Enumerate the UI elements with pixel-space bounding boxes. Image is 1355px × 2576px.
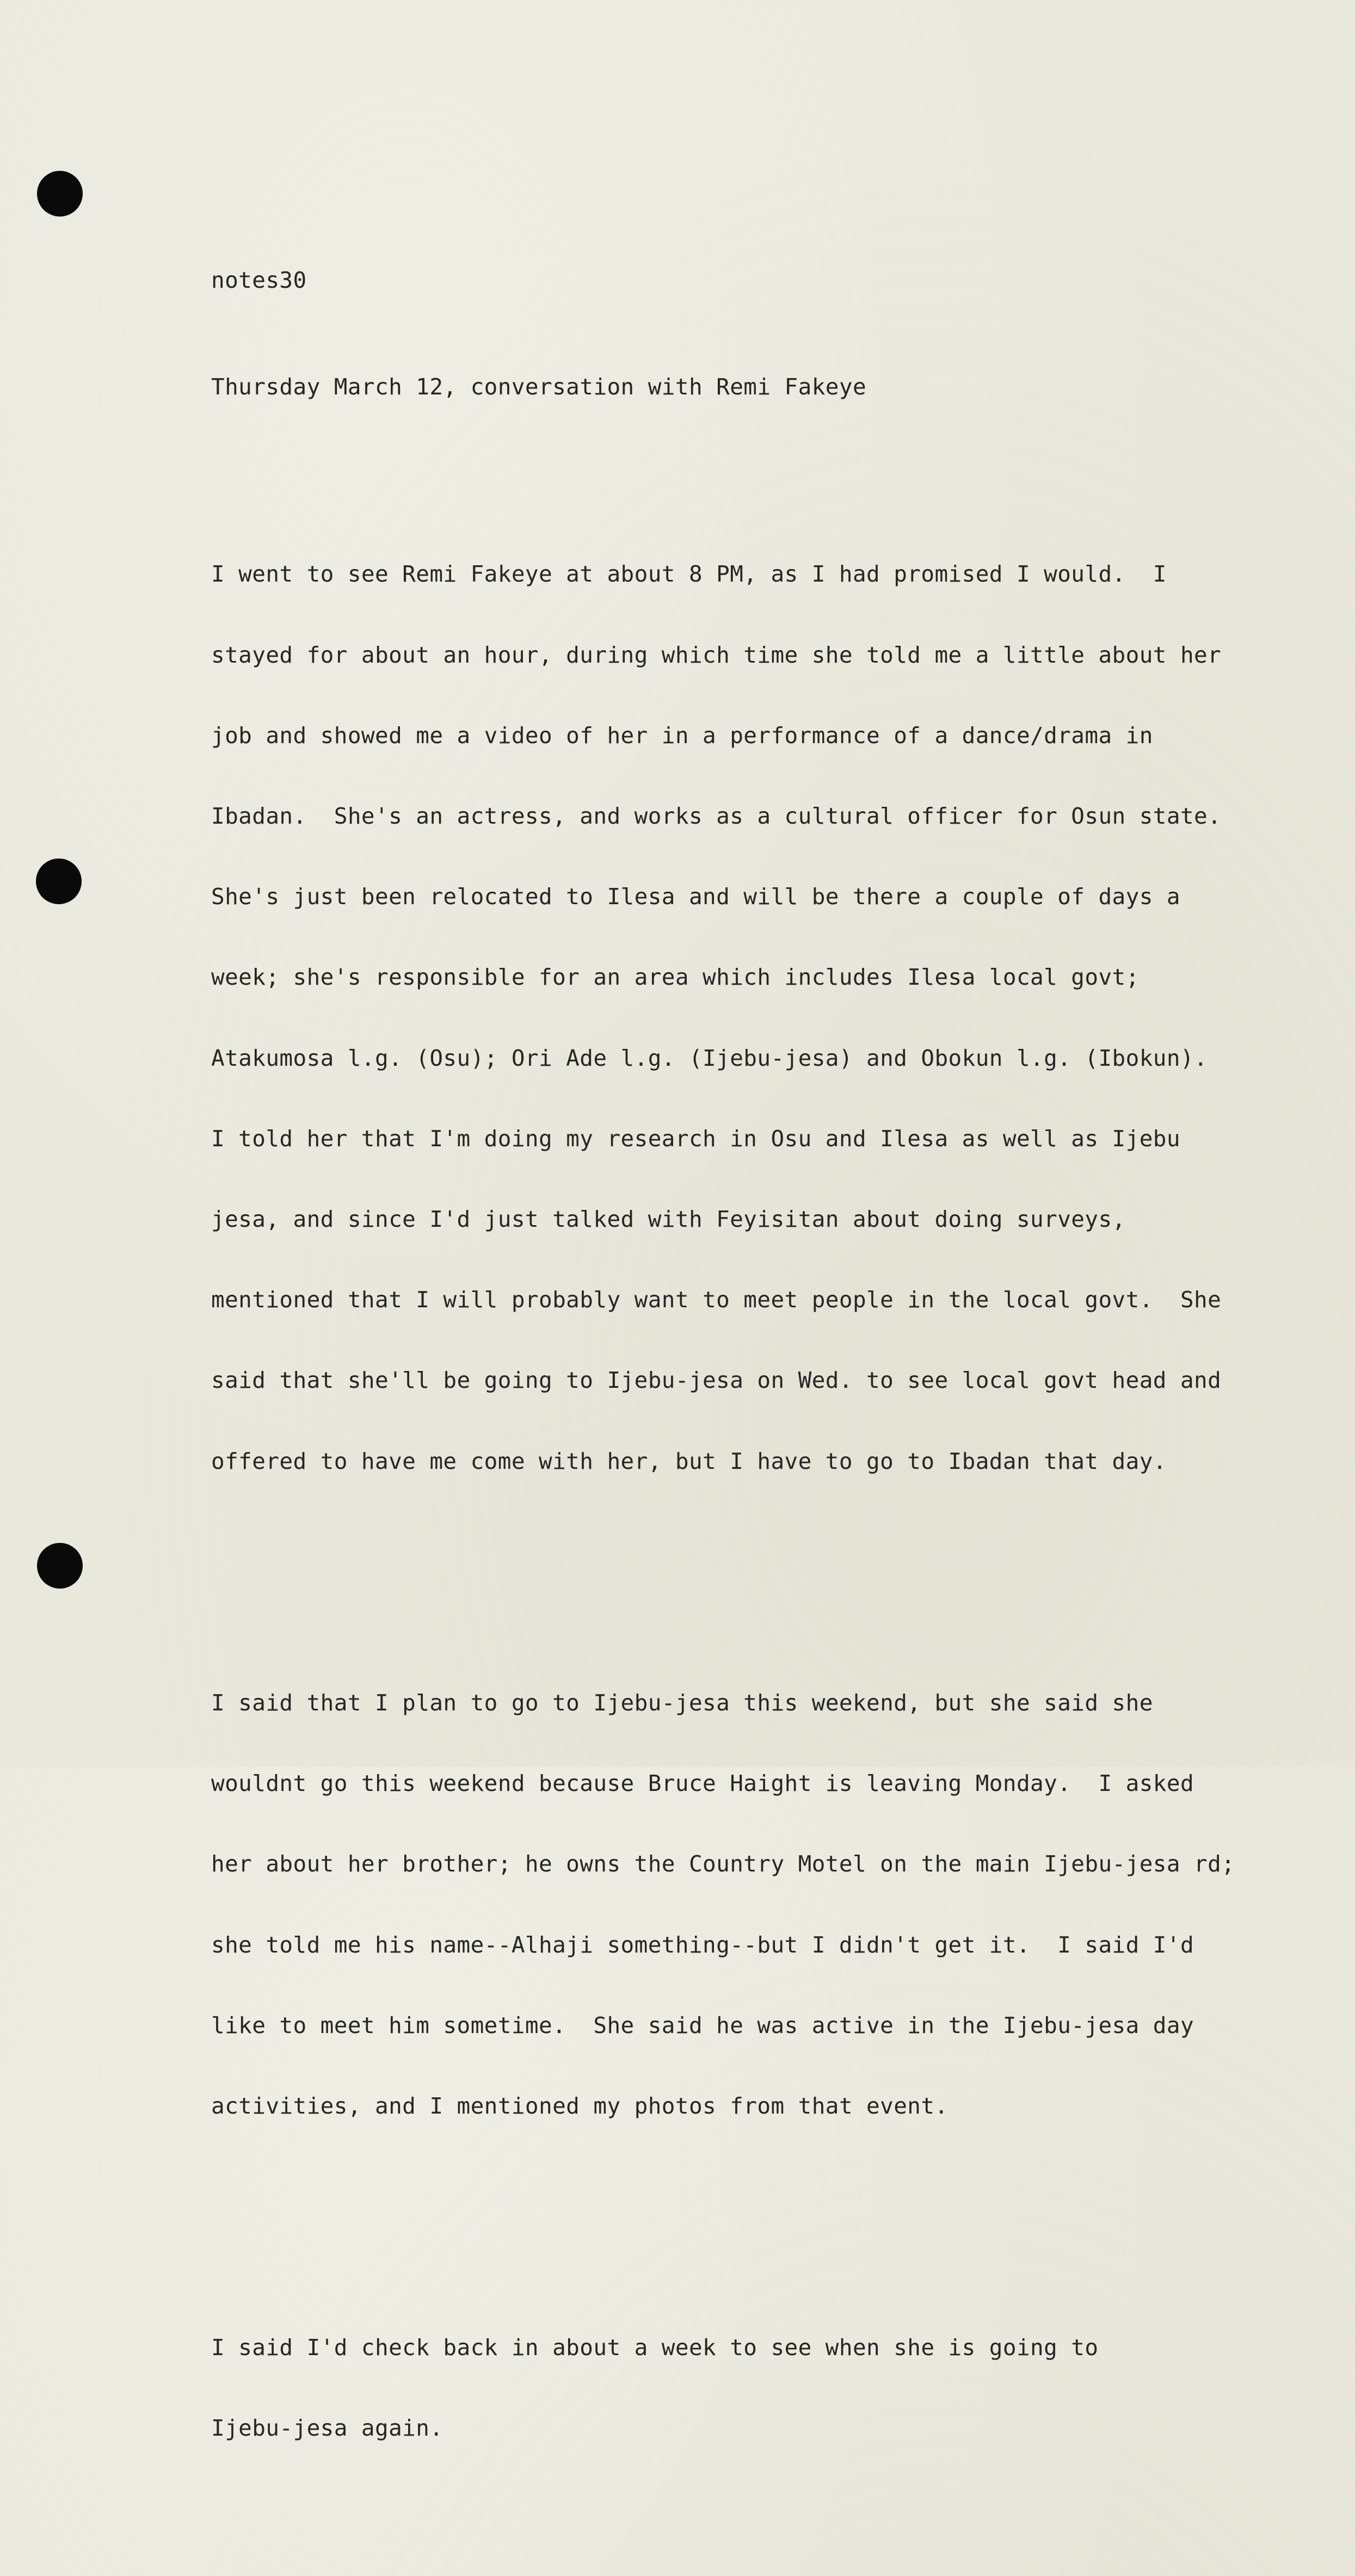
text-line: Ibadan. She's an actress, and works as a cultural officer for Osun state. [211, 803, 1222, 830]
text-line: stayed for about an hour, during which time she told me a little about her [211, 641, 1222, 668]
text-line: I said I'd check back in about a week to see when she is going to [211, 2334, 1099, 2361]
text-line: She's just been relocated to Ilesa and will be there a couple of days a [211, 884, 1180, 910]
document-heading: Thursday March 12, conversation with Remi Fakeye [211, 374, 867, 400]
text-line: Atakumosa l.g. (Osu); Ori Ade l.g. (Ijebu-jesa) and Obokun l.g. (Ibokun). [211, 1045, 1208, 1071]
text-line: her about her brother; he owns the Country Motel on the main Ijebu-jesa rd; [211, 1851, 1235, 1877]
text-line: said that she'll be going to Ijebu-jesa on Wed. to see local govt head and [211, 1367, 1222, 1394]
text-line: mentioned that I will probably want to meet people in the local govt. She [211, 1287, 1222, 1313]
text-line: wouldnt go this weekend because Bruce Haight is leaving Monday. I asked [211, 1770, 1194, 1797]
text-line: jesa, and since I'd just talked with Feyisitan about doing surveys, [211, 1206, 1126, 1233]
text-line: I went to see Remi Fakeye at about 8 PM, as I had promised I would. I [211, 561, 1167, 588]
text-line: job and showed me a video of her in a performance of a dance/drama in [211, 722, 1153, 749]
paragraph-3 [211, 2281, 1299, 2495]
paragraph-1 [211, 508, 1299, 1529]
text-line: she told me his name--Alhaji something--but I didn't get it. I said I'd [211, 1931, 1194, 1958]
punch-hole-middle [36, 858, 82, 904]
text-line: activities, and I mentioned my photos from that event. [211, 2092, 948, 2119]
punch-hole-top [37, 171, 83, 217]
text-line: Ijebu-jesa again. [211, 2415, 444, 2442]
text-line: I said that I plan to go to Ijebu-jesa this weekend, but she said she [211, 1689, 1153, 1716]
punch-hole-bottom [37, 1543, 83, 1589]
text-line: week; she's responsible for an area which includes Ilesa local govt; [211, 964, 1140, 991]
document-filename: notes30 [211, 267, 307, 293]
text-line: I told her that I'm doing my research in Osu and Ilesa as well as Ijebu [211, 1125, 1180, 1152]
typed-notes [211, 213, 1299, 2576]
text-line: offered to have me come with her, but I have to go to Ibadan that day. [211, 1448, 1167, 1474]
paragraph-2 [211, 1636, 1299, 2173]
text-line: like to meet him sometime. She said he was active in the Ijebu-jesa day [211, 2012, 1194, 2038]
